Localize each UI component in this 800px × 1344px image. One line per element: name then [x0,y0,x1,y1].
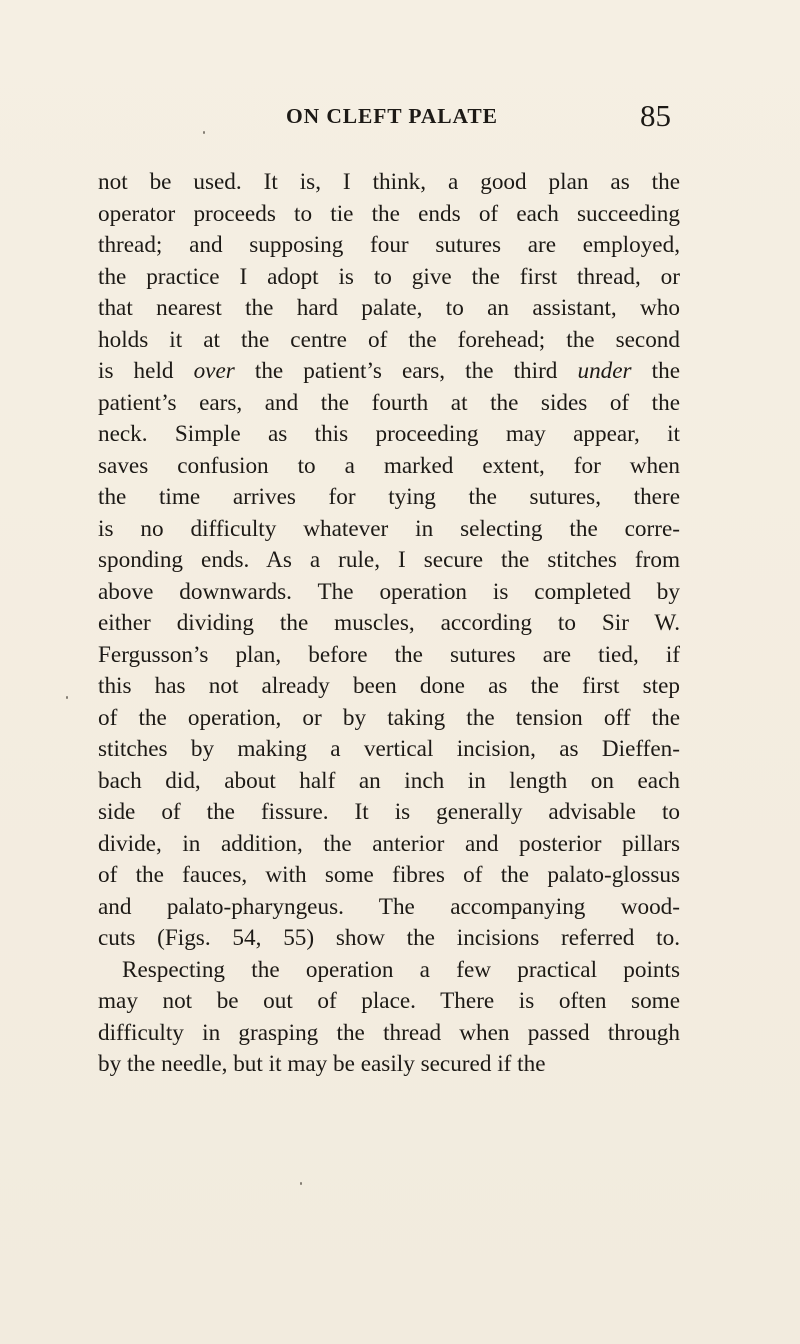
text-line: Respecting the operation a few practical points [122,956,680,983]
text-line: of the fauces, with some fibres of the palato-glossus [98,862,680,888]
text-line: this has not already been done as the first step [98,673,680,699]
text-line: holds it at the centre of the forehead; the second [98,326,680,353]
text-line: saves confusion to a marked extent, for when [98,452,680,479]
text-line: cuts (Figs. 54, 55) show the incisions referred to. [98,925,680,951]
text-line: is held over the patient’s ears, the third under the [98,358,681,384]
text-line: patient’s ears, and the fourth at the sides of the [98,389,680,416]
text-line: the time arrives for tying the sutures, there [98,484,680,510]
text-line: stitches by making a vertical incision, as Dieffen- [98,736,680,762]
text-line: the practice I adopt is to give the first thread, or [98,263,680,290]
text-line: divide, in addition, the anterior and posterior pillars [98,830,680,857]
body-text [98,167,680,1081]
text-line: either dividing the muscles, according to Sir W. [98,610,680,636]
paper-speck [203,131,205,134]
paper-speck [300,1182,302,1185]
text-line: operator proceeds to tie the ends of each succeeding [98,200,680,227]
text-line: of the operation, or by taking the tension off the [98,704,680,731]
text-line: by the needle, but it may be easily secured if the [98,1051,546,1077]
text-line: thread; and supposing four sutures are employed, [98,232,680,258]
text-line: not be used. It is, I think, a good plan as the [98,169,680,195]
text-line: neck. Simple as this proceeding may appear, it [98,421,680,447]
text-line: difficulty in grasping the thread when passed through [98,1019,680,1046]
text-line: may not be out of place. There is often some [98,988,680,1014]
text-line: is no difficulty whatever in selecting the corre- [98,515,680,542]
text-line: side of the fissure. It is generally advisable to [98,799,680,825]
text-line: above downwards. The operation is completed by [98,578,680,605]
text-line: sponding ends. As a rule, I secure the stitches from [98,547,680,573]
text-line: Fergusson’s plan, before the sutures are tied, if [98,641,680,668]
paper-speck [66,696,68,699]
text-line: bach did, about half an inch in length on each [98,767,680,794]
text-line: and palato-pharyngeus. The accompanying wood- [98,893,680,920]
running-head [0,98,800,144]
page-number: 85 [640,98,671,133]
running-title: ON CLEFT PALATE [286,104,498,128]
text-line: that nearest the hard palate, to an assistant, who [98,295,680,321]
